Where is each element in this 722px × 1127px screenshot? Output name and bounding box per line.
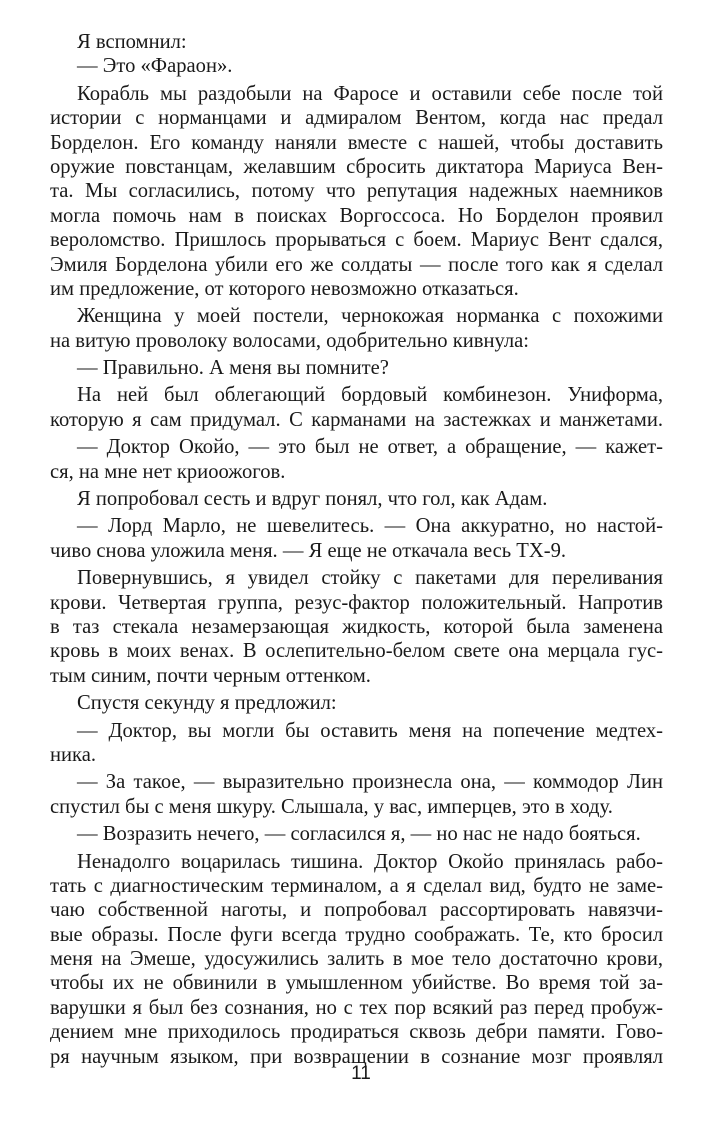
text-line: чаю собственной наготы, и попробовал рассортировать навязчи- <box>50 899 663 922</box>
text-line: — Возразить нечего, — согласился я, — но нас не надо бояться. <box>77 823 641 846</box>
text-line: Ненадолго воцарилась тишина. Доктор Окойо принялась рабо- <box>77 850 663 873</box>
text-line: ся, на мне нет криоожогов. <box>50 460 286 483</box>
text-line: им предложение, от которого невозможно отказаться. <box>50 277 519 300</box>
text-line: в таз стекала незамерзающая жидкость, которой была заменена <box>50 615 663 638</box>
text-line: Я вспомнил: <box>77 31 187 53</box>
text-line: могла помочь нам в поисках Воргоссоса. Но Борделон проявил <box>50 204 663 227</box>
text-line: варушки я был без сознания, но с тех пор всякий раз перед пробуж- <box>50 996 663 1019</box>
text-line: тать с диагностическим терминалом, а я сделал вид, будто не заме- <box>50 874 663 897</box>
text-line: чтобы их не обвинили в умышленном убийстве. Во время той за- <box>50 972 663 995</box>
text-line: крови. Четвертая группа, резус-фактор положительный. Напротив <box>50 591 663 614</box>
text-line: — Правильно. А меня вы помните? <box>77 357 389 380</box>
text-line: та. Мы согласились, потому что репутация надежных наемников <box>50 180 663 203</box>
text-line: — Это «Фараон». <box>77 55 233 78</box>
text-line: истории с норманцами и адмиралом Вентом, когда нас предал <box>50 107 663 130</box>
page-number: 11 <box>351 1063 371 1084</box>
text-line: — За такое, — выразительно произнесла она, — коммодор Лин <box>77 771 663 794</box>
text-line: дением мне приходилось продираться сквозь дебри памяти. Гово- <box>50 1021 663 1044</box>
text-line: Повернувшись, я увидел стойку с пакетами для переливания <box>77 567 663 590</box>
text-line: чиво снова уложила меня. — Я еще не откачала весь ТХ-9. <box>50 539 567 562</box>
text-line: на витую проволоку волосами, одобрительно кивнула: <box>50 329 529 352</box>
text-line: — Доктор Окойо, — это был не ответ, а обращение, — кажет- <box>77 436 663 459</box>
text-line: Эмиля Борделона убили его же солдаты — после того как я сделал <box>50 253 663 276</box>
text-line: — Лорд Марло, не шевелитесь. — Она аккуратно, но настой- <box>77 515 663 538</box>
text-line: ника. <box>50 743 97 766</box>
text-line: которую я сам придумал. С карманами на застежках и манжетами. <box>50 408 663 431</box>
text-line: Женщина у моей постели, чернокожая норманка с похожими <box>77 305 663 328</box>
text-line: вероломство. Пришлось прорываться с боем. Мариус Вент сдался, <box>50 229 663 252</box>
text-line: кровь в моих венах. В ослепительно-белом свете она мерцала гус- <box>50 640 663 663</box>
text-line: — Доктор, вы могли бы оставить меня на попечение медтех- <box>77 719 663 742</box>
text-line: тым синим, почти черным оттенком. <box>50 664 371 687</box>
body-text <box>50 30 663 1069</box>
text-line: На ней был облегающий бордовый комбинезон. Униформа, <box>77 384 663 407</box>
text-line: Борделон. Его команду наняли вместе с нашей, чтобы доставить <box>50 131 663 154</box>
text-line: Корабль мы раздобыли на Фаросе и оставили себе после той <box>77 82 663 105</box>
text-line: вые образы. После фуги всегда трудно соображать. Те, кто бросил <box>50 923 663 946</box>
text-line: Спустя секунду я предложил: <box>77 692 337 715</box>
text-line: спустил бы с меня шкуру. Слышала, у вас, имперцев, это в ходу. <box>50 795 613 818</box>
text-line: меня на Эмеше, удосужились залить в мое тело достаточно крови, <box>50 948 663 971</box>
text-line: Я попробовал сесть и вдруг понял, что гол, как Адам. <box>77 488 548 511</box>
text-line: оружие повстанцам, желавшим сбросить диктатора Мариуса Вен- <box>50 155 663 178</box>
text-line: ря научным языком, при возвращении в сознание мозг проявлял <box>50 1045 663 1068</box>
